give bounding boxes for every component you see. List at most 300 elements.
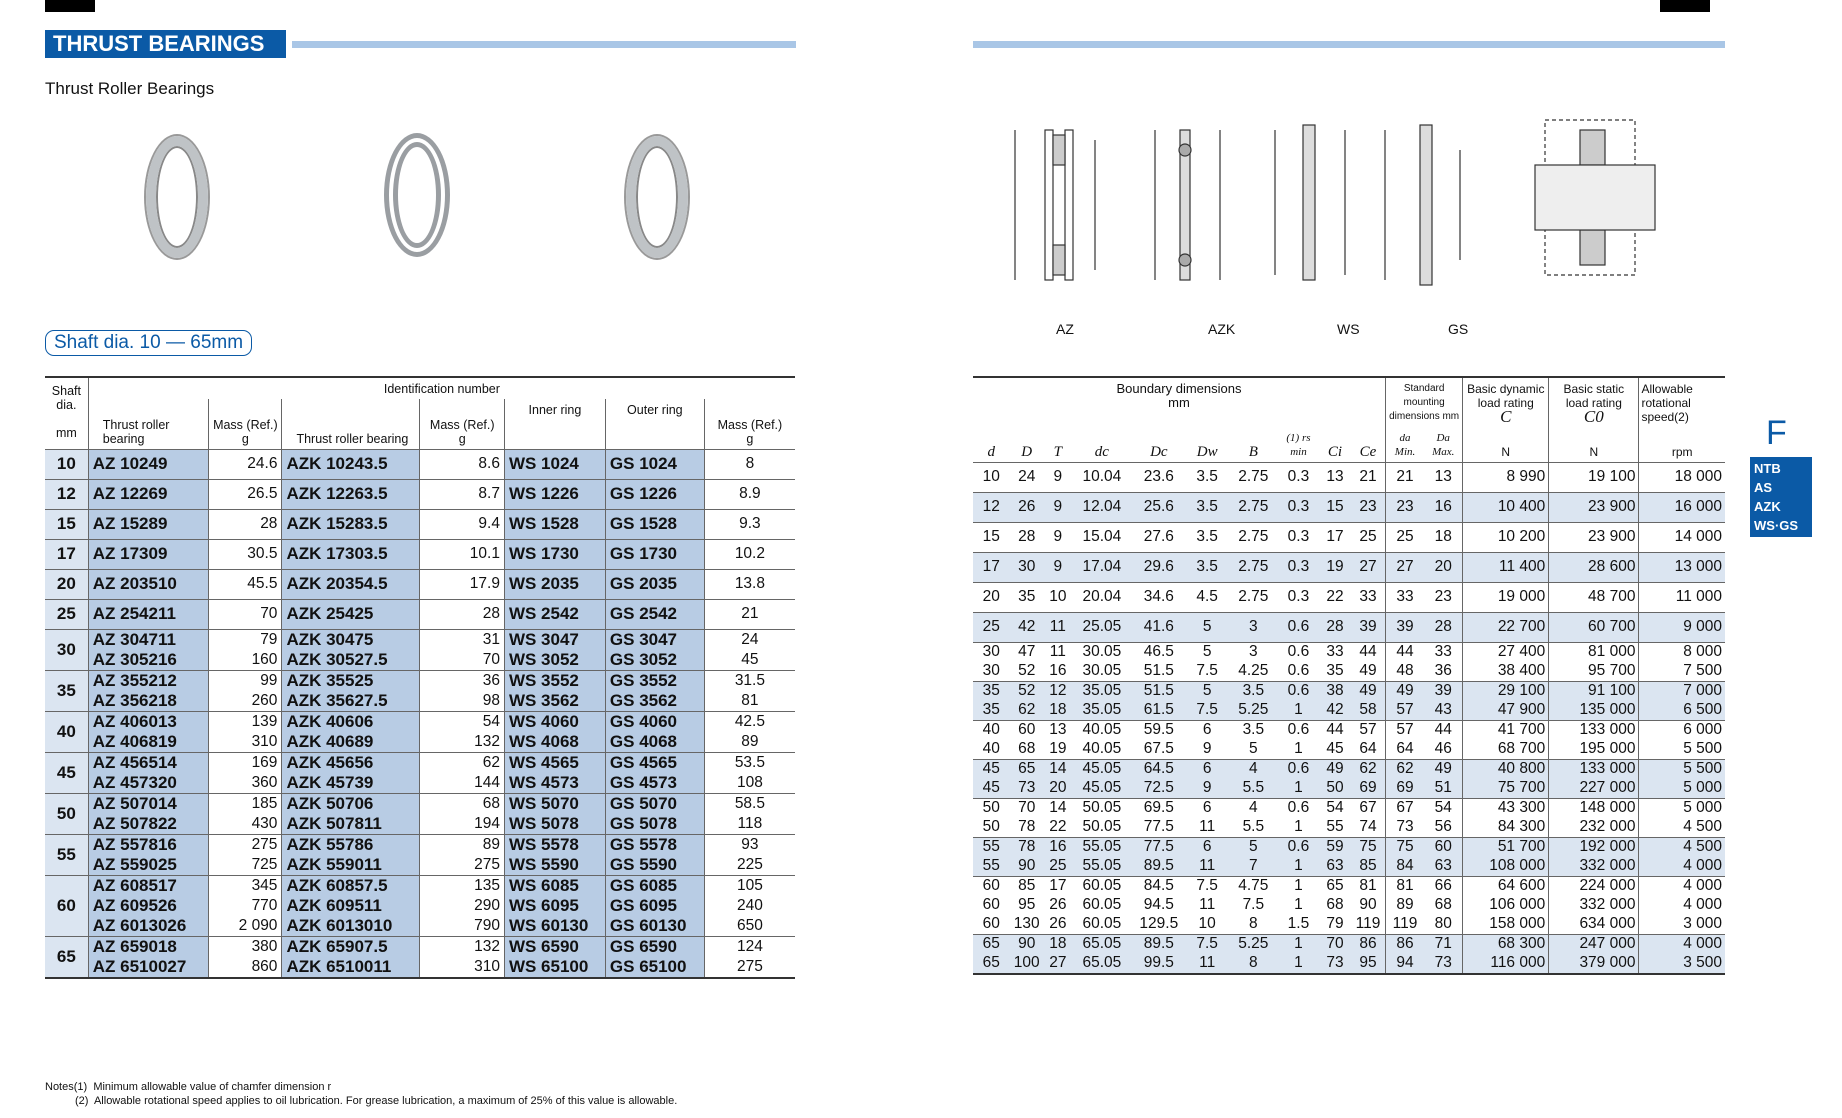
- dimension-cell: 3: [1229, 642, 1278, 662]
- dimension-cell: 75: [1385, 837, 1424, 857]
- dimension-cell: 33: [1351, 582, 1385, 612]
- dimension-col-header: da Min.: [1394, 431, 1416, 458]
- azk-mass-cell: 8.6: [420, 449, 504, 479]
- dimension-cell: 64.5: [1132, 759, 1186, 779]
- dimension-cell: 60: [973, 876, 1010, 896]
- table-row: [973, 759, 1725, 779]
- dimension-cell: 45.05: [1072, 779, 1132, 799]
- outer-ring-cell: GS 5578: [605, 834, 704, 855]
- dimension-cell: 25.05: [1072, 612, 1132, 642]
- outer-ring-cell: GS 4068: [605, 732, 704, 753]
- shaft-dia-cell: 12: [45, 479, 88, 509]
- azk-number-cell: AZK 25425: [282, 599, 420, 629]
- dimension-cell: 2.75: [1229, 462, 1278, 492]
- dimension-cell: 20: [1044, 779, 1072, 799]
- inner-ring-cell: WS 3047: [504, 629, 605, 650]
- azk-mass-cell: 135: [420, 875, 504, 896]
- dimension-cell: 20: [973, 582, 1010, 612]
- outer-ring-cell: GS 1024: [605, 449, 704, 479]
- dimension-cell: 4 000: [1639, 876, 1725, 896]
- dimension-cell: 84.5: [1132, 876, 1186, 896]
- azk-number-cell: AZK 60857.5: [282, 875, 420, 896]
- dimension-cell: 4.25: [1238, 662, 1269, 679]
- shaft-header: Shaft dia. mm: [45, 377, 88, 449]
- dimension-cell: 9: [1044, 522, 1072, 552]
- table-row: [973, 612, 1725, 642]
- outer-ring-cell: GS 6095: [605, 896, 704, 916]
- dimension-cell: 6: [1186, 759, 1229, 779]
- azk-number-cell: AZK 30475: [282, 629, 420, 650]
- dimension-cell: 64: [1396, 740, 1414, 757]
- az-number-cell: AZ 6510027: [88, 957, 209, 978]
- dimension-cell: 12: [1044, 681, 1072, 701]
- outer-ring-cell: GS 3047: [605, 629, 704, 650]
- thrust-roller-header: Thrust roller bearing: [88, 399, 209, 449]
- table-row: [973, 896, 1725, 915]
- dimension-cell: 26: [1049, 915, 1067, 932]
- dimension-cell: 84: [1385, 857, 1424, 877]
- dimension-cell: 40: [973, 720, 1010, 740]
- dimension-cell: 41.6: [1132, 612, 1186, 642]
- dimension-cell: 14: [1044, 798, 1072, 818]
- inner-ring-cell: WS 5590: [504, 855, 605, 876]
- azk-number-cell: AZK 35525: [282, 670, 420, 691]
- outer-ring-cell: GS 5590: [605, 855, 704, 876]
- dimension-cell: 50: [973, 798, 1010, 818]
- index-item[interactable]: NTB: [1754, 461, 1781, 476]
- azk-mass-cell: 310: [420, 957, 504, 978]
- table-row: [45, 855, 795, 876]
- inner-ring-cell: WS 3052: [504, 650, 605, 671]
- dimension-cell: 7.5: [1186, 876, 1229, 896]
- table-row: [973, 837, 1725, 857]
- unit-rpm: rpm: [1671, 444, 1693, 459]
- dimension-cell: 45.05: [1072, 759, 1132, 779]
- table-row: [45, 773, 795, 794]
- outer-ring-cell: GS 1226: [605, 479, 704, 509]
- az-number-cell: AZ 203510: [88, 569, 209, 599]
- dimension-cell: 27.6: [1132, 522, 1186, 552]
- dimension-cell: 85: [1010, 876, 1044, 896]
- dimension-cell: 106 000: [1463, 896, 1549, 915]
- azk-mass-cell: 62: [420, 752, 504, 773]
- azk-mass-cell: 275: [420, 855, 504, 876]
- az-bearing-photo: [146, 136, 208, 258]
- dimension-cell: 11: [1199, 818, 1216, 835]
- table-row: [973, 522, 1725, 552]
- az-number-cell: AZ 608517: [88, 875, 209, 896]
- table-row: [973, 818, 1725, 838]
- dimension-cell: 0.6: [1278, 798, 1319, 818]
- dimension-cell: 35: [1326, 662, 1344, 679]
- dimension-cell: 61.5: [1132, 701, 1186, 721]
- inner-ring-cell: WS 1226: [504, 479, 605, 509]
- dimension-cell: 51: [1424, 779, 1463, 799]
- dimension-cell: 0.3: [1278, 462, 1319, 492]
- dimension-cell: 6 500: [1639, 701, 1725, 721]
- dimension-cell: 62: [1385, 759, 1424, 779]
- ring-mass-cell: 9.3: [704, 509, 795, 539]
- dimension-cell: 11: [1044, 642, 1072, 662]
- azk-mass-cell: 144: [420, 773, 504, 794]
- dimension-cell: 12.04: [1072, 492, 1132, 522]
- dimension-cell: 100: [1010, 954, 1044, 974]
- dimension-cell: 4.75: [1229, 876, 1278, 896]
- az-number-cell: AZ 355212: [88, 670, 209, 691]
- inner-ring-cell: WS 2035: [504, 569, 605, 599]
- dimension-cell: 38: [1319, 681, 1351, 701]
- dimension-cell: 77.5: [1143, 818, 1174, 835]
- dimension-cell: 28 600: [1549, 552, 1639, 582]
- dimension-cell: 247 000: [1549, 934, 1639, 954]
- dimension-cell: 36: [1424, 662, 1463, 682]
- outer-ring-cell: GS 4565: [605, 752, 704, 773]
- outer-ring-cell: GS 60130: [605, 916, 704, 937]
- dimension-cell: 89.5: [1132, 934, 1186, 954]
- dimension-cell: 26: [1010, 492, 1044, 522]
- dimension-cell: 60: [982, 915, 1000, 932]
- dimension-cell: 44: [1424, 720, 1463, 740]
- shaft-dia-cell: 20: [45, 569, 88, 599]
- dimension-cell: 18: [1424, 522, 1463, 552]
- azk-mass-cell: 8.7: [420, 479, 504, 509]
- dimension-cell: 80: [1424, 915, 1463, 935]
- dimension-cell: 1: [1294, 896, 1303, 913]
- dimension-cell: 1.5: [1287, 915, 1310, 932]
- dimension-cell: 7 500: [1683, 662, 1722, 679]
- dimension-cell: 70: [1319, 934, 1351, 954]
- dimension-cell: 5.25: [1229, 934, 1278, 954]
- ring-mass-cell: 240: [736, 896, 763, 914]
- az-mass-cell: 70: [209, 599, 282, 629]
- dimension-cell: 51.5: [1143, 662, 1174, 679]
- dimension-cell: 75: [1351, 837, 1385, 857]
- azk-number-cell: AZK 50706: [282, 793, 420, 814]
- table-row: [45, 957, 795, 978]
- dimension-cell: 33: [1319, 642, 1351, 662]
- dimension-cell: 2.75: [1229, 522, 1278, 552]
- shaft-dia-cell: 55: [45, 834, 88, 875]
- dimension-cell: 49: [1385, 681, 1424, 701]
- dimension-cell: 35.05: [1072, 701, 1132, 721]
- dimension-cell: 28: [1424, 612, 1463, 642]
- table-row: [973, 492, 1725, 522]
- dimension-cell: 1: [1278, 954, 1319, 974]
- dimension-cell: 13: [1044, 720, 1072, 740]
- ws-gs-bearing-photo: [626, 136, 688, 258]
- dimension-cell: 129.5: [1139, 915, 1179, 932]
- dimension-cell: 78: [1010, 837, 1044, 857]
- dimension-cell: 7.5: [1196, 662, 1218, 679]
- ring-mass-cell: 118: [737, 814, 763, 832]
- az-mass-cell: 169: [209, 752, 282, 773]
- azk-number-cell: AZK 507811: [282, 814, 420, 835]
- dimension-cell: 4 500: [1683, 818, 1722, 835]
- mass-header: Mass (Ref.) g: [209, 399, 282, 449]
- dimension-cell: 60.05: [1082, 915, 1122, 932]
- inner-ring-cell: WS 4060: [504, 711, 605, 732]
- dimension-cell: 25: [973, 612, 1010, 642]
- mass-header-ring: Mass (Ref.) g: [717, 417, 783, 446]
- inner-ring-cell: WS 5078: [504, 814, 605, 835]
- dimension-cell: 3.5: [1229, 720, 1278, 740]
- index-item[interactable]: WS·GS: [1754, 518, 1799, 533]
- dimension-cell: 73: [1010, 779, 1044, 799]
- dimension-cell: 65.05: [1072, 954, 1132, 974]
- az-number-cell: AZ 254211: [88, 599, 209, 629]
- dimension-cell: 379 000: [1549, 954, 1639, 974]
- ring-mass-cell: 24: [704, 629, 795, 650]
- azk-number-cell: AZK 12263.5: [282, 479, 420, 509]
- dimension-cell: 68 700: [1463, 740, 1549, 760]
- dimension-col-header: B: [1248, 443, 1258, 460]
- dimension-cell: 11 400: [1463, 552, 1549, 582]
- dimension-cell: 30: [1010, 552, 1044, 582]
- dimension-cell: 27: [1385, 552, 1424, 582]
- dimension-cell: 60: [1424, 837, 1463, 857]
- dimension-cell: 50.05: [1082, 818, 1122, 835]
- ring-mass-cell: 13.8: [704, 569, 795, 599]
- dimension-cell: 5.25: [1229, 701, 1278, 721]
- dimension-cell: 17: [1044, 876, 1072, 896]
- azk-number-cell: AZK 30527.5: [282, 650, 420, 671]
- az-number-cell: AZ 304711: [88, 629, 209, 650]
- outer-ring-cell: GS 6590: [605, 936, 704, 957]
- table-row: [973, 582, 1725, 612]
- table-row: [45, 793, 795, 814]
- dimension-cell: 51.5: [1132, 681, 1186, 701]
- dimension-cell: 21: [1351, 462, 1385, 492]
- dimension-cell: 13 000: [1639, 552, 1725, 582]
- diagram-label-az: AZ: [1056, 321, 1074, 337]
- dimension-cell: 73: [1424, 954, 1463, 974]
- inner-ring-cell: WS 6085: [504, 875, 605, 896]
- dimension-cell: 2.75: [1229, 492, 1278, 522]
- azk-mass-cell: 98: [420, 691, 504, 712]
- dimension-cell: 68: [1018, 740, 1036, 757]
- table-row: [973, 740, 1725, 760]
- dimension-cell: 1: [1278, 701, 1319, 721]
- dimension-cell: 46: [1424, 740, 1463, 760]
- dimension-cell: 6: [1186, 720, 1229, 740]
- inner-ring-cell: WS 1730: [504, 539, 605, 569]
- dimension-cell: 69.5: [1132, 798, 1186, 818]
- dimension-cell: 4 000: [1639, 857, 1725, 877]
- dimension-cell: 9: [1202, 740, 1212, 757]
- dimension-cell: 15: [1319, 492, 1351, 522]
- az-number-cell: AZ 406013: [88, 711, 209, 732]
- dimension-cell: 7.5: [1186, 701, 1229, 721]
- ring-mass-cell: 105: [704, 875, 795, 896]
- index-item[interactable]: AS: [1754, 480, 1773, 495]
- inner-ring-cell: WS 5578: [504, 834, 605, 855]
- dimension-cell: 24: [1010, 462, 1044, 492]
- dimension-cell: 192 000: [1549, 837, 1639, 857]
- az-number-cell: AZ 6013026: [88, 916, 209, 937]
- dimension-cell: 63: [1319, 857, 1351, 877]
- dimension-cell: 73: [1396, 818, 1414, 835]
- dimension-cell: 57: [1385, 701, 1424, 721]
- dimension-cell: 64 600: [1463, 876, 1549, 896]
- dimension-cell: 26: [1049, 896, 1067, 913]
- az-mass-cell: 24.6: [209, 449, 282, 479]
- dimension-cell: 7 000: [1639, 681, 1725, 701]
- table-row: [45, 449, 795, 479]
- inner-ring-cell: WS 65100: [504, 957, 605, 978]
- dimension-cell: 90: [1010, 857, 1044, 877]
- dimension-cell: 43: [1424, 701, 1463, 721]
- azk-mass-cell: 70: [420, 650, 504, 671]
- dimension-cell: 55: [973, 857, 1010, 877]
- dimension-cell: 30.05: [1082, 662, 1122, 679]
- dimension-cell: 49: [1424, 759, 1463, 779]
- inner-ring-cell: WS 6590: [504, 936, 605, 957]
- dimension-cell: 10 400: [1463, 492, 1549, 522]
- title-rule-right: [973, 41, 1725, 48]
- dimension-cell: 1: [1278, 779, 1319, 799]
- dimension-cell: 40 800: [1463, 759, 1549, 779]
- section-title: THRUST BEARINGS: [45, 30, 286, 58]
- az-number-cell: AZ 15289: [88, 509, 209, 539]
- dimension-cell: 11: [1044, 612, 1072, 642]
- table-row: [973, 462, 1725, 492]
- dimension-cell: 68: [1424, 896, 1463, 915]
- table-row: [973, 876, 1725, 896]
- boundary-header: Boundary dimensions mm: [973, 377, 1385, 428]
- shaft-dia-cell: 40: [45, 711, 88, 752]
- unit-n: N: [1549, 428, 1639, 462]
- dimension-cell: 49: [1319, 759, 1351, 779]
- az-number-cell: AZ 609526: [88, 896, 209, 916]
- azk-number-cell: AZK 40689: [282, 732, 420, 753]
- dimension-cell: 55: [1326, 818, 1344, 835]
- outer-ring-cell: GS 65100: [605, 957, 704, 978]
- outer-ring-cell: GS 4573: [605, 773, 704, 794]
- dimension-cell: 3.5: [1186, 522, 1229, 552]
- shaft-dia-cell: 25: [45, 599, 88, 629]
- dimension-cell: 16: [1424, 492, 1463, 522]
- shaft-dia-cell: 35: [45, 670, 88, 711]
- dimension-cell: 40.05: [1072, 720, 1132, 740]
- dimension-cell: 5: [1186, 681, 1229, 701]
- dimension-cell: 47 900: [1463, 701, 1549, 721]
- dimension-cell: 25.6: [1132, 492, 1186, 522]
- dimension-cell: 158 000: [1463, 915, 1549, 935]
- az-number-cell: AZ 559025: [88, 855, 209, 876]
- inner-ring-cell: WS 3552: [504, 670, 605, 691]
- inner-ring-cell: WS 4565: [504, 752, 605, 773]
- dimension-cell: 94: [1385, 954, 1424, 974]
- azk-number-cell: AZK 20354.5: [282, 569, 420, 599]
- azk-number-cell: AZK 17303.5: [282, 539, 420, 569]
- shaft-dia-cell: 60: [45, 875, 88, 936]
- dimension-cell: 54: [1319, 798, 1351, 818]
- dimension-cell: 0.3: [1278, 582, 1319, 612]
- dimension-cell: 15.04: [1072, 522, 1132, 552]
- ring-mass-cell: 275: [736, 957, 763, 975]
- dimension-cell: 18: [1044, 701, 1072, 721]
- dimension-col-header: Dw: [1196, 443, 1218, 460]
- dimension-cell: 55.05: [1072, 837, 1132, 857]
- dimension-col-header: Ci: [1327, 443, 1343, 460]
- az-mass-cell: 725: [209, 855, 282, 876]
- dimension-cell: 33: [1385, 582, 1424, 612]
- ring-mass-cell: 53.5: [704, 752, 795, 773]
- dimension-cell: 79: [1326, 915, 1344, 932]
- static-rating-header: Basic static load rating C0: [1549, 377, 1639, 428]
- dimension-cell: 3.5: [1229, 681, 1278, 701]
- dimension-cell: 4 500: [1639, 837, 1725, 857]
- az-mass-cell: 160: [209, 650, 282, 671]
- dimension-cell: 57: [1351, 720, 1385, 740]
- shaft-dia-cell: 17: [45, 539, 88, 569]
- dimension-cell: 3.5: [1186, 462, 1229, 492]
- outer-ring-cell: GS 3562: [605, 691, 704, 712]
- dimension-cell: 62: [1010, 701, 1044, 721]
- title-rule: [292, 41, 796, 48]
- az-number-cell: AZ 10249: [88, 449, 209, 479]
- azk-number-cell: AZK 559011: [282, 855, 420, 876]
- ring-mass-cell: 89: [741, 732, 759, 750]
- dimension-cell: 12: [973, 492, 1010, 522]
- shaft-dia-cell: 50: [45, 793, 88, 834]
- table-row: [973, 552, 1725, 582]
- dimension-cell: 45: [973, 759, 1010, 779]
- dimension-cell: 34.6: [1132, 582, 1186, 612]
- dimension-cell: 81: [1385, 876, 1424, 896]
- dimension-cell: 5 500: [1639, 759, 1725, 779]
- dimension-cell: 25: [1385, 522, 1424, 552]
- dimension-cell: 60: [1010, 720, 1044, 740]
- dimension-col-header: Ce: [1351, 428, 1385, 462]
- dimension-cell: 59: [1319, 837, 1351, 857]
- dimension-cell: 63: [1424, 857, 1463, 877]
- az-mass-cell: 345: [209, 875, 282, 896]
- az-mass-cell: 30.5: [209, 539, 282, 569]
- dimension-cell: 48 700: [1549, 582, 1639, 612]
- dimension-cell: 9: [1044, 492, 1072, 522]
- azk-number-cell: AZK 45656: [282, 752, 420, 773]
- index-item[interactable]: AZK: [1754, 499, 1781, 514]
- dimension-cell: 39: [1424, 681, 1463, 701]
- dimension-cell: 20: [1424, 552, 1463, 582]
- dimension-cell: 4 000: [1639, 934, 1725, 954]
- dimension-cell: 62: [1351, 759, 1385, 779]
- shaft-dia-cell: 65: [45, 936, 88, 978]
- dimension-cell: 55.05: [1072, 857, 1132, 877]
- section-letter: F: [1766, 414, 1787, 452]
- dimension-cell: 5.5: [1229, 779, 1278, 799]
- dimension-cell: 60.05: [1082, 896, 1122, 913]
- table-row: [973, 681, 1725, 701]
- dimension-cell: 40.05: [1082, 740, 1122, 757]
- azk-number-cell: AZK 65907.5: [282, 936, 420, 957]
- azk-mass-cell: 194: [420, 814, 504, 835]
- dimension-cell: 86: [1385, 934, 1424, 954]
- az-number-cell: AZ 305216: [88, 650, 209, 671]
- dimension-cell: 45: [973, 779, 1010, 799]
- azk-mass-cell: 132: [420, 732, 504, 753]
- dimension-cell: 23 900: [1549, 492, 1639, 522]
- dimension-cell: 50.05: [1072, 798, 1132, 818]
- table-row: [45, 569, 795, 599]
- dimension-cell: 9: [1044, 462, 1072, 492]
- table-row: [45, 814, 795, 835]
- azk-mass-cell: 36: [420, 670, 504, 691]
- dimension-cell: 23: [1351, 492, 1385, 522]
- dimension-cell: 10: [1198, 915, 1216, 932]
- dimension-cell: 6: [1186, 798, 1229, 818]
